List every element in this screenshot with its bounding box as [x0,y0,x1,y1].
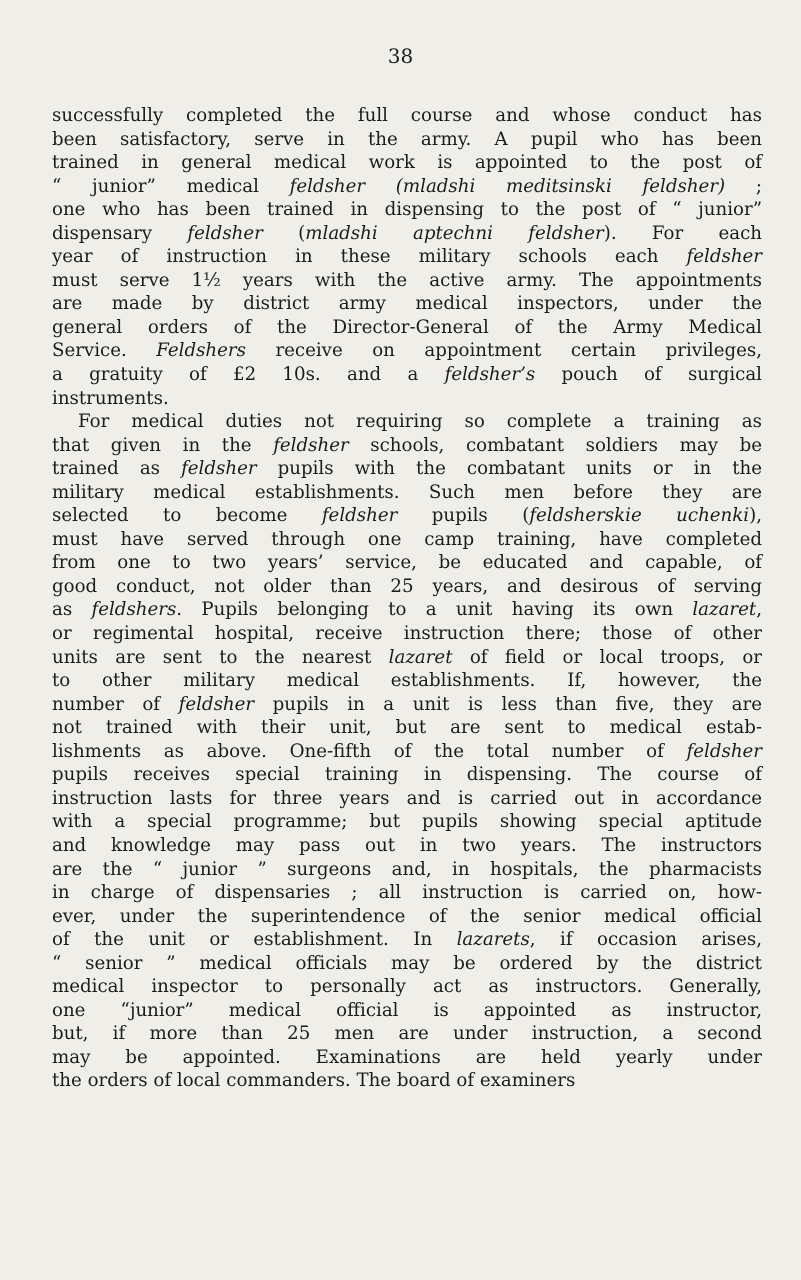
text-segment: to other military medical establishments. If, however, the [52,670,762,692]
text-line [52,928,762,952]
text-line [52,245,762,269]
text-line [52,881,762,905]
text-segment: . Pupils belonging to a unit having its own [176,599,693,621]
text-segment: military medical establishments. Such men before they are [52,481,762,503]
text-segment: instruction lasts for three years and is carried out in accordance [52,787,762,809]
text-segment: with a special programme; but pupils showing special aptitude [52,811,762,833]
text-line [52,128,762,152]
italic-term: feldshers [91,599,177,621]
italic-term: feldsher (mladshi meditsinski feldsher) [289,175,726,197]
text-segment: from one to two years’ service, be educated and capable, of [52,552,762,574]
text-segment: may be appointed. Examinations are held yearly under [52,1046,762,1068]
text-segment: a gratuity of £2 10s. and a [52,364,445,386]
text-line [52,269,762,293]
text-segment: or regimental hospital, receive instruction there; those of other [52,623,762,645]
text-segment: lishments as above. One-fifth of the total number of [52,740,687,762]
text-line [52,858,762,882]
text-line [52,763,762,787]
text-line [52,669,762,693]
text-segment: Service. [52,340,157,362]
text-line [52,410,762,434]
text-segment: , [756,599,762,621]
text-segment: receive on appointment certain privileges, [245,340,762,362]
text-segment: pouch of surgical [535,364,762,386]
text-segment: ever, under the superintendence of the senior medical official [52,905,762,927]
text-segment: , if occasion arises, [529,929,762,951]
text-segment: units are sent to the nearest [52,646,389,668]
text-segment: must have served through one camp training, have completed [52,528,762,550]
text-line [52,151,762,175]
text-segment: not trained with their unit, but are sent to medical estab- [52,717,762,739]
text-segment: one “junior” medical official is appointed as instructor, [52,999,762,1021]
italic-term: feldsher [181,458,257,480]
text-line [52,622,762,646]
italic-term: feldsher [686,740,762,762]
text-line [52,834,762,858]
text-line [52,387,762,411]
text-segment: For medical duties not requiring so complete a training as [78,411,762,433]
italic-term: feldsher [273,434,349,456]
text-segment: pupils receives special training in dispensing. The course of [52,764,762,786]
text-line [52,1046,762,1070]
text-segment: year of instruction in these military schools each [52,246,687,268]
text-line [52,999,762,1023]
text-line [52,905,762,929]
text-segment: of the unit or establishment. In [52,929,457,951]
text-segment: ( [262,222,306,244]
text-segment: “ junior” medical [52,175,290,197]
text-segment: pupils ( [397,505,530,527]
text-line [52,481,762,505]
text-segment: of field or local troops, or [452,646,762,668]
text-segment: selected to become [52,505,322,527]
text-line [52,693,762,717]
text-segment: been satisfactory, serve in the army. A pupil who has been [52,128,762,150]
text-segment: one who has been trained in dispensing to the post of “ junior” [52,199,762,221]
text-segment: must serve 1½ years with the active army. The appointments [52,269,762,291]
text-line [52,598,762,622]
text-segment: trained as [52,458,182,480]
text-segment: instruments. [52,387,169,409]
text-line [52,528,762,552]
italic-term: lazaret [388,646,453,668]
text-segment: successfully completed the full course and whose conduct has [52,105,762,126]
text-segment: and knowledge may pass out in two years. The instructors [52,834,762,856]
text-line [52,104,762,128]
text-segment: as [52,599,92,621]
italic-term: mladshi aptechni feldsher [305,222,604,244]
text-line [52,504,762,528]
text-line [52,787,762,811]
text-segment: ; [725,175,762,197]
text-line [52,575,762,599]
text-segment: medical inspector to personally act as instructors. Generally, [52,976,762,998]
text-segment: good conduct, not older than 25 years, and desirous of serving [52,575,762,597]
text-segment: dispensary [52,222,188,244]
text-line [52,292,762,316]
text-line [52,316,762,340]
text-segment: “ senior ” medical officials may be ordered by the district [52,952,762,974]
italic-term: feldsher [321,505,398,527]
text-segment: but, if more than 25 men are under instruction, a second [52,1023,762,1045]
text-line [52,363,762,387]
text-line [52,175,762,199]
text-line [52,1069,762,1093]
text-line [52,975,762,999]
text-segment: ), [749,505,763,527]
text-line [52,222,762,246]
page-number: 38 [387,44,414,68]
text-segment: are made by district army medical inspectors, under the [52,293,762,315]
text-segment: trained in general medical work is appointed to the post of [52,152,762,174]
text-segment: the orders of local commanders. The board of examiners [52,1070,576,1092]
italic-term: feldsher [686,246,762,268]
text-segment: general orders of the Director-General of the Army Medical [52,316,762,338]
text-line [52,810,762,834]
text-segment: that given in the [52,434,274,456]
body-text [52,104,762,1093]
paragraph [52,410,762,1093]
text-line [52,646,762,670]
text-segment: pupils in a unit is less than five, they are [254,693,762,715]
text-line [52,740,762,764]
text-segment: number of [52,693,179,715]
text-segment: schools, combatant soldiers may be [348,434,762,456]
paragraph [52,104,762,410]
text-line [52,952,762,976]
text-line [52,457,762,481]
italic-term: lazarets [456,929,530,951]
text-line [52,716,762,740]
text-segment: ). For each [603,222,763,244]
italic-term: feldsher [187,222,263,244]
text-line [52,434,762,458]
text-segment: pupils with the combatant units or in the [256,458,762,480]
italic-term: feldsher’s [444,364,536,386]
text-line [52,1022,762,1046]
text-line [52,198,762,222]
text-segment: are the “ junior ” surgeons and, in hospitals, the pharmacists [52,858,762,880]
text-line [52,551,762,575]
text-line [52,339,762,363]
italic-term: lazaret [692,599,757,621]
italic-term: Feldshers [156,340,246,362]
text-segment: in charge of dispensaries ; all instruction is carried on, how- [52,882,762,904]
italic-term: feldsher [178,693,255,715]
italic-term: feldsherskie uchenki [529,505,750,527]
